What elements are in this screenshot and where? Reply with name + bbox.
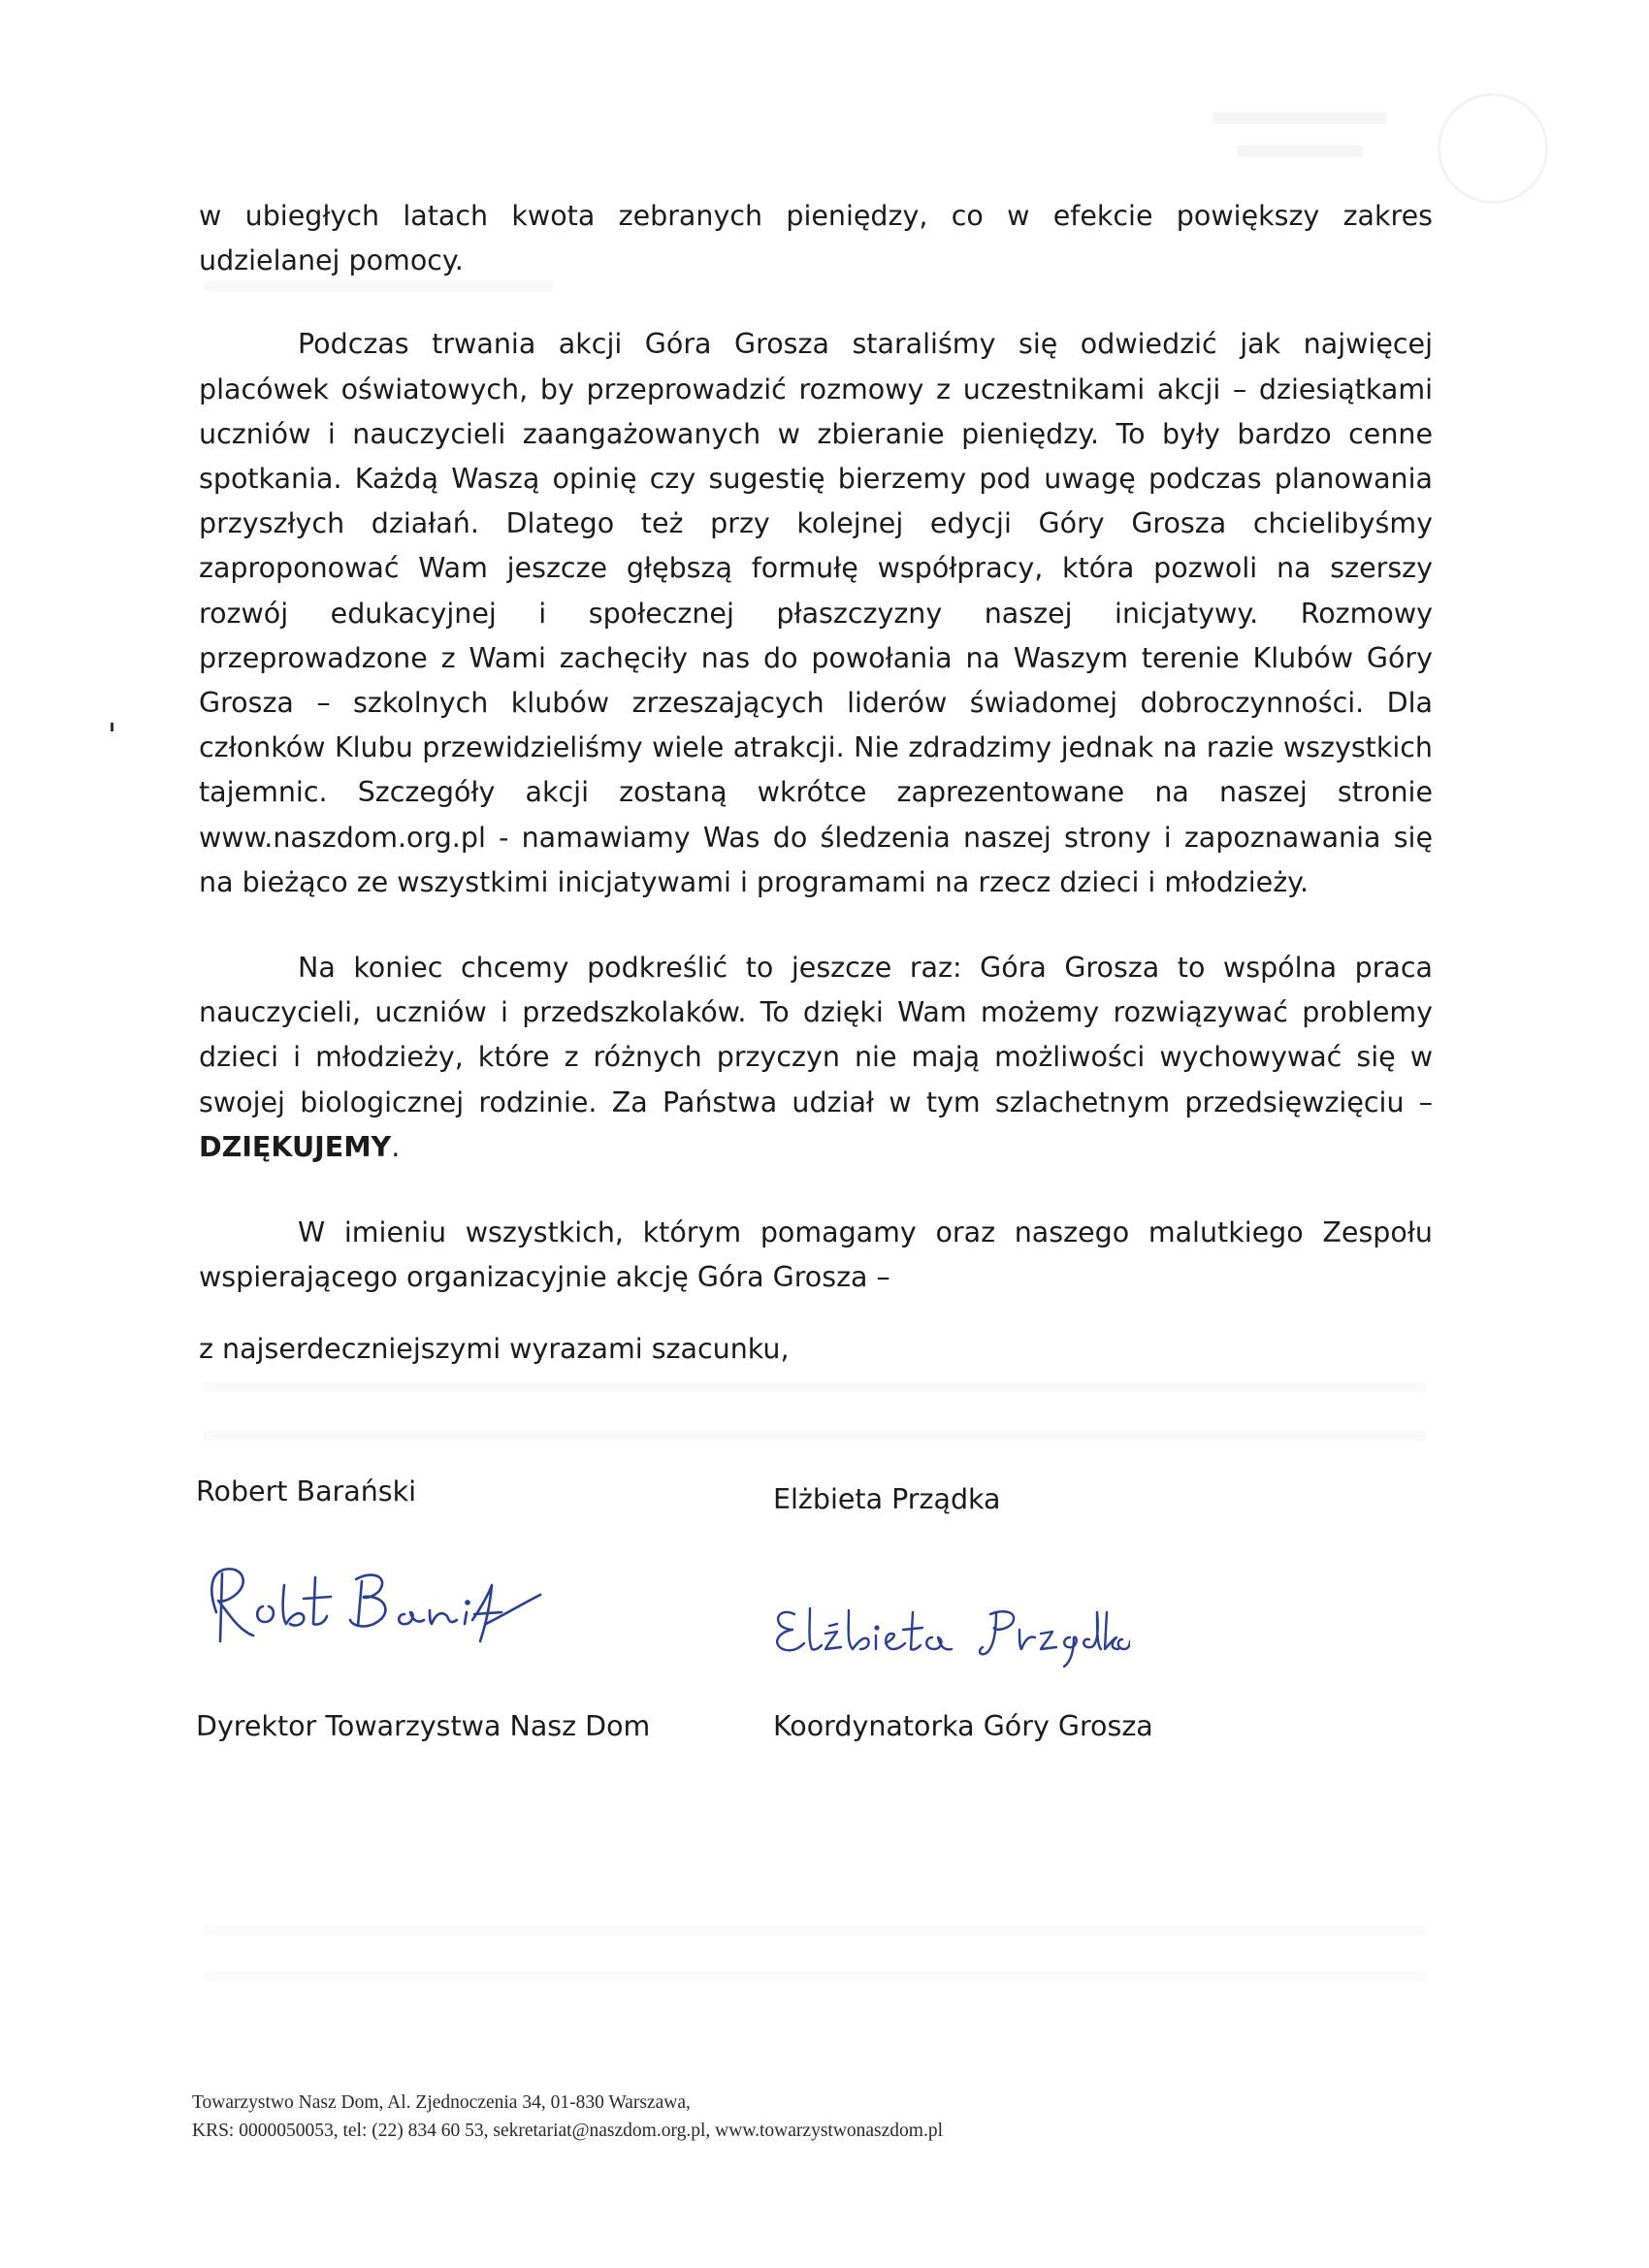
handwritten-signature [199,1552,548,1659]
show-through-mark [204,1382,1426,1392]
paragraph-on-behalf: W imieniu wszystkich, którym pomagamy oraz naszego malutkiego Zespołu wspierającego organizacyjnie akcję Góra Grosza – [199,1216,1433,1294]
show-through-mark [204,1971,1426,1981]
paragraph-continuation: w ubiegłych latach kwota zebranych pieniędzy, co w efekcie powiększy zakres udzielanej pomocy. [199,200,1433,277]
signatory-name: Robert Barański [196,1475,417,1507]
paragraph-thanks-text: Na koniec chcemy podkreślić to jeszcze raz: Góra Grosza to wspólna praca nauczycieli, uczniów i przedszkolaków. To dzięki Wam możemy rozwiązywać problemy dzieci i młodzieży, które z różnych przyczyn nie mają możliwości wychowywać się w swojej biologicznej rodzinie. Za Państwa udział w tym szlachetnym przedsięwzięciu – [199,952,1433,1118]
footer-address: Towarzystwo Nasz Dom, Al. Zjednoczenia 34, 01-830 Warszawa, [192,2092,691,2113]
signatory-title: Koordynatorka Góry Grosza [773,1710,1153,1742]
handwritten-signature [761,1591,1130,1678]
show-through-mark [204,1926,1426,1935]
letter-footer [192,2089,943,2145]
closing-line: z najserdeczniejszymi wyrazami szacunku, [199,1333,790,1365]
paragraph-visits: Podczas trwania akcji Góra Grosza staraliśmy się odwiedzić jak najwięcej placówek oświatowych, by przeprowadzić rozmowy z uczestnikami akcji – dziesiątkami uczniów i nauczycieli zaangażowanych w zbieranie pieniędzy. To były bardzo cenne spotkania. Każdą Waszą opinię czy sugestię bierzemy pod uwagę podczas planowania przyszłych działań. Dlatego też przy kolejnej edycji Góry Grosza chcielibyśmy zaproponować Wam jeszcze głębszą formułę współpracy, która pozwoli na szerszy rozwój edukacyjnej i społecznej płaszczyzny naszej inicjatywy. Rozmowy przeprowadzone z Wami zachęciły nas do powołania na Waszym terenie Klubów Góry Grosza – szkolnych klubów zrzeszających liderów świadomej dobroczynności. Dla członków Klubu przewidzieliśmy wiele atrakcji. Nie zdradzimy jednak na razie wszystkich tajemnic. Szczegóły akcji zostaną wkrótce zaprezentowane na naszej stronie www.naszdom.org.pl - namawiamy Was do śledzenia naszej strony i zapoznawania się na bieżąco ze wszystkimi inicjatywami i programami na rzecz dzieci i młodzieży. [199,328,1433,898]
thank-you-emphasis: DZIĘKUJEMY [199,1130,392,1163]
footer-contact: KRS: 0000050053, tel: (22) 834 60 53, sekretariat@naszdom.org.pl, www.towarzystwonaszdom.pl [192,2121,944,2141]
show-through-mark [204,1431,1426,1441]
show-through-mark [1237,146,1363,157]
signatory-title: Dyrektor Towarzystwa Nasz Dom [196,1710,651,1742]
paragraph-thanks-end: . [391,1130,401,1163]
letter-body [199,194,1433,1341]
signatory-name: Elżbieta Prządka [773,1483,1001,1515]
show-through-mark [1212,113,1387,124]
paragraph-thanks [199,946,1433,1170]
scan-speck [111,723,113,731]
show-through-logo [1438,93,1548,204]
